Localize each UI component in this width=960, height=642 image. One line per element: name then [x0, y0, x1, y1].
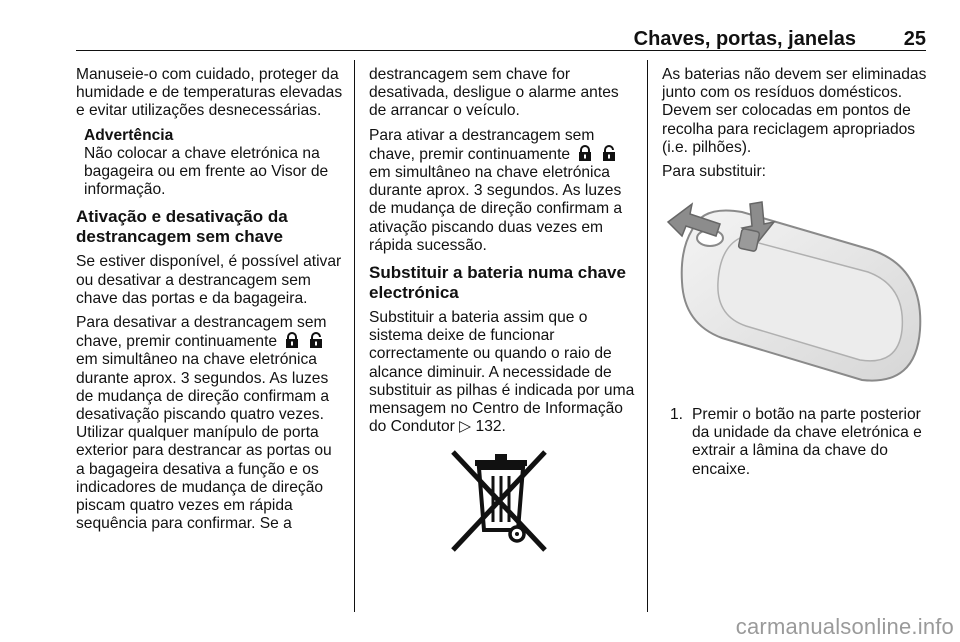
paragraph-handling: Manuseie-o com cuidado, proteger da humidade e de temperaturas elevadas e evitar utilizações desnecessárias.	[76, 66, 343, 120]
page-ref-link[interactable]: 132.	[475, 418, 506, 436]
paragraph-keyless-availability: Se estiver disponível, é possível ativar ou desativar a destrancagem sem chave das portas e da bagageira.	[76, 253, 342, 307]
page-ref-arrow-icon: ▷	[459, 418, 472, 436]
electronic-key-illustration	[662, 190, 926, 395]
lock-icon	[284, 332, 300, 348]
activate-text-a: Para ativar a destrancagem sem chave, premir continuamente	[369, 126, 595, 163]
page-number: 25	[903, 28, 926, 50]
section-title: Chaves, portas, janelas	[633, 28, 856, 50]
warning-text: Não colocar a chave eletrónica na bagageira ou em frente ao Visor de informação.	[84, 144, 329, 199]
heading-replace-battery: Substituir a bateria numa chave electrónica	[369, 263, 626, 303]
replace-battery-text: Substituir a bateria assim que o sistema deixe de funcionar correctamente ou quando o raio de alcance diminuir. A necessidade de substituir as pilhas é indicada por uma mensagem no Centro de Informação do Condutor	[369, 309, 635, 436]
column-divider-2	[647, 60, 648, 612]
header-rule	[76, 50, 926, 51]
paragraph-replace-battery	[369, 309, 637, 436]
page-header	[0, 22, 926, 52]
warning-note	[84, 127, 344, 200]
list-item	[670, 406, 928, 479]
paragraph-keyless-activate	[369, 127, 637, 255]
paragraph-battery-disposal: As baterias não devem ser eliminadas junto com os resíduos domésticos. Devem ser colocadas em pontos de recolha para reciclagem apropriados (i.e. pilhões).	[662, 66, 927, 156]
steps-list	[670, 406, 928, 479]
step-number: 1.	[670, 406, 684, 423]
warning-title: Advertência	[84, 126, 174, 144]
column-3	[662, 66, 930, 187]
lock-icon	[577, 145, 593, 161]
heading-keyless-toggle: Ativação e desativação da destrancagem sem chave	[76, 207, 288, 247]
column-divider-1	[354, 60, 355, 612]
crossed-out-bin-icon	[445, 446, 555, 556]
paragraph-keyless-deactivate	[76, 314, 344, 533]
unlock-icon	[308, 332, 324, 348]
step-text: Premir o botão na parte posterior da unidade da chave eletrónica e extrair a lâmina da chave do encaixe.	[692, 406, 922, 478]
activate-text-b: em simultâneo na chave eletrónica durante aprox. 3 segundos. As luzes de mudança de direção confirmam a ativação piscando duas vezes em rápida sucessão.	[369, 164, 623, 254]
deactivate-text-a: Para desativar a destrancagem sem chave, premir continuamente	[76, 314, 327, 351]
column-1	[76, 66, 344, 539]
deactivate-text-b: em simultâneo na chave eletrónica durante aprox. 3 segundos. As luzes de mudança de direção confirmam a desativação piscando quatro vezes. Utilizar qualquer manípulo de porta exterior para destrancar as portas ou a bagageira desativa a função e os indicadores de mudança de direção piscam quatro vezes em rápida sequência para confirmar. Se a	[76, 351, 332, 533]
unlock-icon	[601, 145, 617, 161]
paragraph-alarm-note: destrancagem sem chave for desativada, desligue o alarme antes de arrancar o veículo.	[369, 66, 619, 120]
column-2	[369, 66, 637, 442]
watermark: carmanualsonline.info	[735, 614, 954, 639]
paragraph-to-replace: Para substituir:	[662, 163, 767, 181]
